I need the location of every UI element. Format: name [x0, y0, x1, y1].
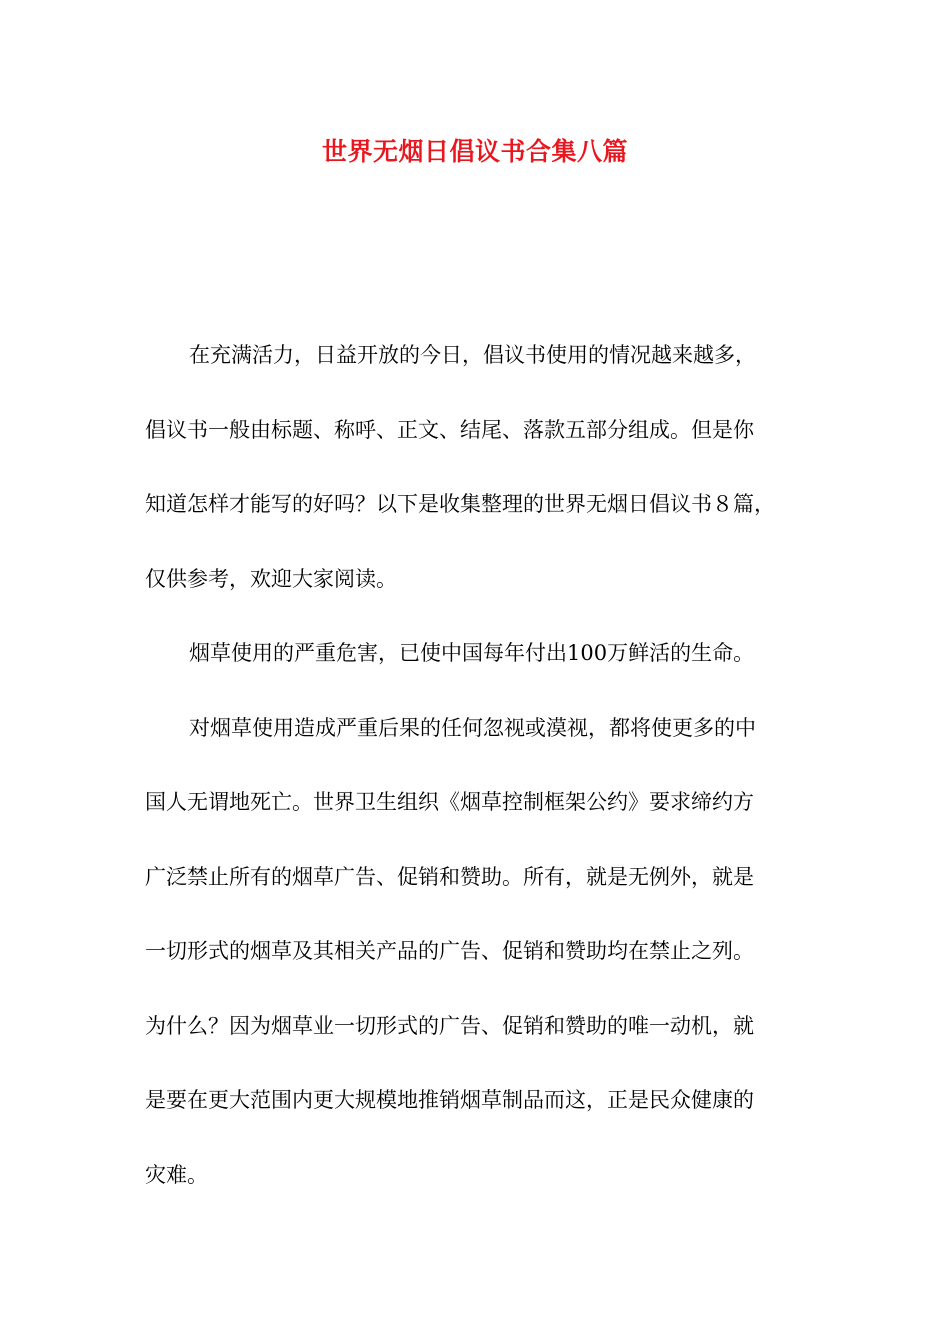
paragraph-line: 国人无谓地死亡。世界卫生组织《烟草控制框架公约》要求缔约方	[145, 790, 754, 814]
paragraph-line: 一切形式的烟草及其相关产品的广告、促销和赞助均在禁止之列。	[145, 939, 754, 963]
paragraph-line: 烟草使用的严重危害，已使中国每年付出100万鲜活的生命。	[189, 641, 755, 665]
paragraph-line: 倡议书一般由标题、称呼、正文、结尾、落款五部分组成。但是你	[145, 417, 754, 442]
document-body	[145, 318, 805, 1212]
paragraph-line: 为什么？因为烟草业一切形式的广告、促销和赞助的唯一动机，就	[145, 1013, 754, 1038]
paragraph-line: 广泛禁止所有的烟草广告、促销和赞助。所有，就是无例外，就是	[145, 864, 754, 889]
paragraph-line: 仅供参考，欢迎大家阅读。	[145, 566, 397, 591]
paragraph-line: 对烟草使用造成严重后果的任何忽视或漠视，都将使更多的中	[189, 715, 756, 740]
paragraph-line: 是要在更大范围内更大规模地推销烟草制品而这，正是民众健康的	[145, 1088, 754, 1112]
document-title: 世界无烟日倡议书合集八篇	[321, 137, 628, 166]
paragraph-line: 灾难。	[145, 1162, 208, 1187]
paragraph-intro	[145, 318, 805, 616]
paragraph-line: 知道怎样才能写的好吗？以下是收集整理的世界无烟日倡议书８篇，	[145, 492, 775, 516]
paragraph-ban	[145, 691, 805, 1213]
paragraph-line: 在充满活力，日益开放的今日，倡议书使用的情况越来越多，	[189, 343, 756, 367]
paragraph-harm	[145, 616, 805, 691]
